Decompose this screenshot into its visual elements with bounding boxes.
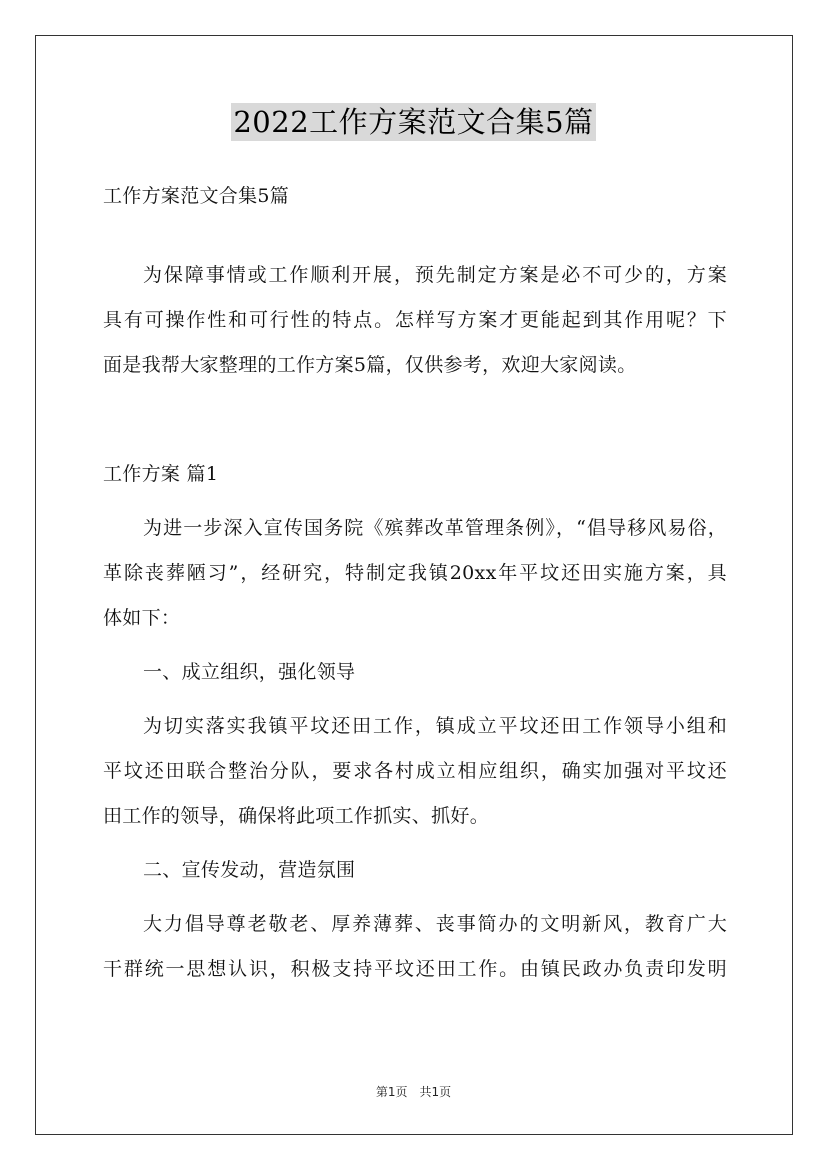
section1-para1-line-2: 革除丧葬陋习”，经研究，特制定我镇20xx年平坟还田实施方案，具 xyxy=(103,562,727,584)
item1-para-line-3: 田工作的领导，确保将此项工作抓实、抓好。 xyxy=(103,805,490,827)
intro-line-2: 具有可操作性和可行性的特点。怎样写方案才更能起到其作用呢？下 xyxy=(103,309,727,331)
intro-line-1: 为保障事情或工作顺利开展，预先制定方案是必不可少的，方案 xyxy=(143,264,727,286)
section1-para1-line-3: 体如下： xyxy=(103,607,181,629)
page-footer: 第1页 共1页 xyxy=(375,1085,452,1099)
item1-para-line-1: 为切实落实我镇平坟还田工作，镇成立平坟还田工作领导小组和 xyxy=(143,715,727,737)
item2-para-line-2: 干群统一思想认识，积极支持平坟还田工作。由镇民政办负责印发明 xyxy=(103,958,727,980)
item2-para-line-1: 大力倡导尊老敬老、厚养薄葬、丧事简办的文明新风，教育广大 xyxy=(143,913,727,935)
item1-para-line-2: 平坟还田联合整治分队，要求各村成立相应组织，确实加强对平坟还 xyxy=(103,760,727,782)
section1-heading: 工作方案 篇1 xyxy=(103,463,219,485)
item1-heading: 一、成立组织，强化领导 xyxy=(143,661,356,683)
section1-para1-line-1: 为进一步深入宣传国务院《殡葬改革管理条例》，“倡导移风易俗， xyxy=(143,517,727,539)
document-title: 2022工作方案范文合集5篇 xyxy=(233,105,594,139)
title-container xyxy=(0,103,827,141)
intro-line-3: 面是我帮大家整理的工作方案5篇，仅供参考，欢迎大家阅读。 xyxy=(103,354,637,376)
item2-heading: 二、宣传发动，营造氛围 xyxy=(143,859,356,881)
document-body xyxy=(103,174,727,992)
document-subtitle: 工作方案范文合集5篇 xyxy=(103,185,290,207)
